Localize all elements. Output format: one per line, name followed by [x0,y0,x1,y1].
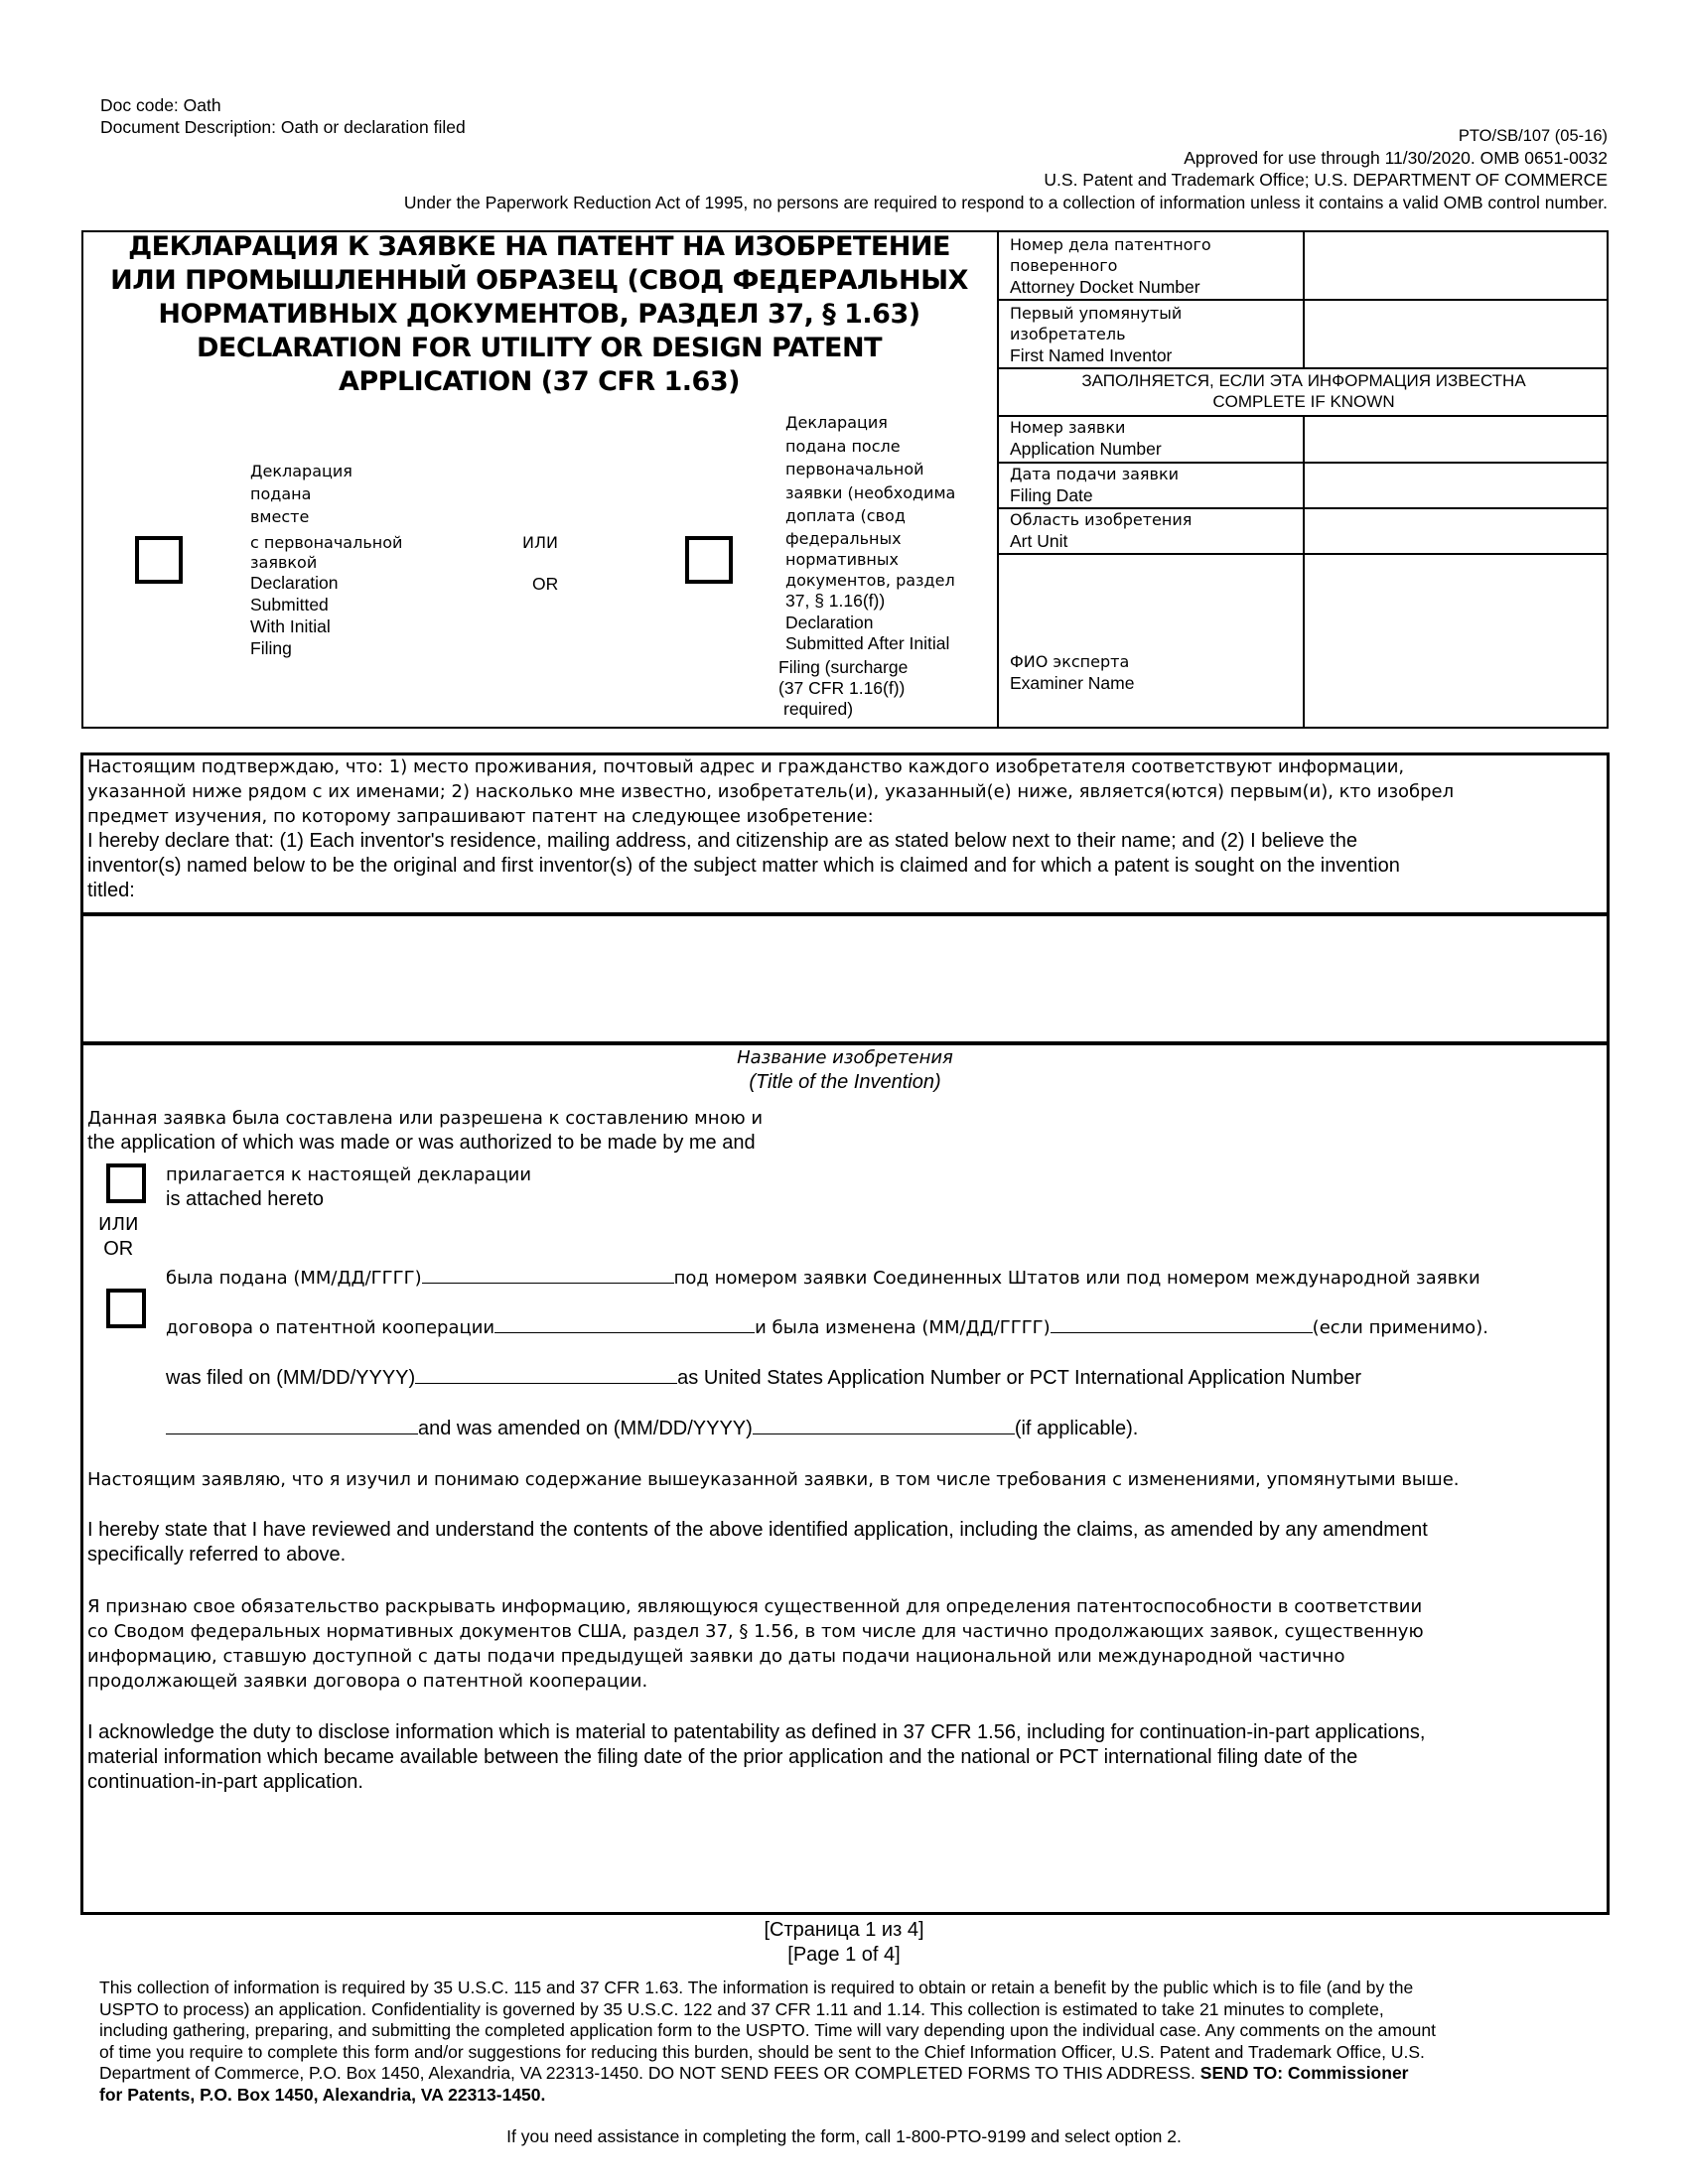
art-unit-input[interactable] [1305,509,1607,552]
doc-code: Doc code: Oath [100,95,221,115]
title-line-2: ИЛИ ПРОМЫШЛЕННЫЙ ОБРАЗЕЦ (СВОД ФЕДЕРАЛЬНЫХ [110,265,968,296]
checkbox-previously-filed[interactable] [106,1289,146,1328]
burden-statement: This collection of information is required by 35 U.S.C. 115 and 37 CFR 1.63. The information is required to obtain or retain a benefit by the public which is to file (and by the USPTO to process) an application. Confidentiality is governed by 35 U.S.C. 122 and 37 CFR 1.11 and 1.14. This collection is estimated to take 21 minutes to complete, including gathering, preparing, and submitting the completed application form to the USPTO. Time will vary depending upon the individual case. Any comments on the amount of time you require to complete this form and/or suggestions for reducing this burden, should be sent to the Chief Information Officer, U.S. Patent and Trademark Office, U.S. Department of Commerce, P.O. Box 1450, Alexandria, VA 22313-1450. DO NOT SEND FEES OR COMPLETED FORMS TO THIS ADDRESS. SEND TO: Commissioner for Patents, P.O. Box 1450, Alexandria, VA 22313-1450. [99,1978,1437,2105]
filing-date-label: Дата подачи заявки Filing Date [1010,465,1179,505]
checkbox-submitted-with-initial-filing[interactable] [135,536,183,584]
form-number: PTO/SB/107 (05-16) [1458,127,1608,145]
review-statement-en: I hereby state that I have reviewed and understand the contents of the above identified application, including the claims, as amended by any amendment specifically referred to above. [87,1519,1428,1566]
page-number: [Страница 1 из 4] [Page 1 of 4] [764,1919,924,1966]
form-title [83,230,995,399]
option-with-initial-filing: Декларация подана вместе с первоначальной заявкой Declaration Submitted With Initial Filing [250,462,403,658]
first-inventor-input[interactable] [1305,301,1607,366]
examiner-name-input[interactable] [1305,555,1607,727]
amended-date-ru-field[interactable] [1051,1314,1313,1333]
option-after-initial-filing: Декларация подана после первоначальной заявки (необходима доплата (свод федеральных нормативных документов, раздел 37, § 1.16(f)) Declaration Submitted After Initial [785,413,956,653]
application-number-input[interactable] [1305,417,1607,461]
first-inventor-label: Первый упомянутый изобретатель First Named Inventor [1010,304,1183,365]
art-unit-label: Область изобретения Art Unit [1010,510,1193,551]
option-after-surcharge: Filing (surcharge (37 CFR 1.16(f)) required) [778,657,909,719]
title-line-5: APPLICATION (37 CFR 1.63) [339,366,740,397]
pct-row-ru: договора о патентной кооперации и была изменена (ММ/ДД/ГГГГ) (если применимо). [166,1314,1488,1340]
filed-date-ru-field[interactable] [422,1265,674,1284]
amended-date-field[interactable] [753,1416,1015,1434]
doc-description: Document Description: Oath or declaration filed [100,117,466,137]
title-line-4: DECLARATION FOR UTILITY OR DESIGN PATENT [196,333,882,363]
application-intro: Данная заявка была составлена или разрешена к составлению мною и the application of which was made or was authorized to be made by me and [87,1108,764,1154]
filed-row-en: was filed on (MM/DD/YYYY) as United States Application Number or PCT International Application Number [166,1367,1362,1389]
review-statement-ru: Настоящим заявляю, что я изучил и понимаю содержание вышеуказанной заявки, в том числе требования с изменениями, упомянутыми выше. [87,1469,1460,1490]
pct-number-ru-field[interactable] [494,1314,755,1333]
or-label-en: OR [532,574,559,594]
agency-line: U.S. Patent and Trademark Office; U.S. DEPARTMENT OF COMMERCE [1044,170,1608,190]
invention-title-input[interactable] [83,916,1607,1041]
or-label-ru: ИЛИ [522,533,558,552]
assistance-line: If you need assistance in completing the form, call 1-800-PTO-9199 and select option 2. [506,2126,1182,2146]
invention-title-label: Название изобретения (Title of the Invention) [737,1047,953,1093]
title-line-3: НОРМАТИВНЫХ ДОКУМЕНТОВ, РАЗДЕЛ 37, § 1.63) [158,299,920,330]
amended-row-en: and was amended on (MM/DD/YYYY) (if applicable). [166,1416,1138,1440]
option-attached-hereto: прилагается к настоящей декларации is attached hereto [166,1164,532,1210]
filed-date-field[interactable] [415,1365,677,1384]
filing-date-input[interactable] [1305,464,1607,506]
attorney-docket-input[interactable] [1305,231,1607,298]
application-number-field[interactable] [166,1416,418,1434]
omb-approval: Approved for use through 11/30/2020. OMB 0651-0032 [1184,148,1608,168]
or-separator: ИЛИ OR [98,1214,139,1260]
duty-statement-ru: Я признаю свое обязательство раскрывать информацию, являющуюся существенной для определения патентоспособности в соответствии со Сводом федеральных нормативных документов США, раздел 37, § 1.56, в том числе для частично продолжающих заявок, существенную информацию, ставшую доступной с даты подачи предыдущей заявки до даты подачи национальной или международной частично продолжающей заявки договора о патентной кооперации. [87,1596,1424,1692]
complete-if-known: ЗАПОЛНЯЕТСЯ, ЕСЛИ ЭТА ИНФОРМАЦИЯ ИЗВЕСТНА COMPLETE IF KNOWN [1081,371,1526,411]
paperwork-notice: Under the Paperwork Reduction Act of 1995, no persons are required to respond to a collection of information unless it contains a valid OMB control number. [403,193,1608,212]
header-divider [997,230,999,729]
attorney-docket-label: Номер дела патентного поверенного Attorney Docket Number [1010,235,1211,297]
checkbox-attached-hereto[interactable] [106,1163,146,1203]
application-number-label: Номер заявки Application Number [1010,418,1162,459]
examiner-name-label: ФИО эксперта Examiner Name [1010,652,1135,693]
duty-statement-en: I acknowledge the duty to disclose information which is material to patentability as defined in 37 CFR 1.56, including for continuation-in-part applications, material information which became available between the filing date of the prior application and the national or PCT international filing date of the continuation-in-part application. [87,1721,1426,1793]
filed-row-ru: была подана (ММ/ДД/ГГГГ) под номером заявки Соединенных Штатов или под номером международной заявки [166,1265,1480,1291]
title-line-1: ДЕКЛАРАЦИЯ К ЗАЯВКЕ НА ПАТЕНТ НА ИЗОБРЕТЕНИЕ [128,231,950,262]
declaration-statement: Настоящим подтверждаю, что: 1) место проживания, почтовый адрес и гражданство каждого изобретателя соответствуют информации, указанной ниже рядом с их именами; 2) насколько мне известно, изобретатель(и), указанный(е) ниже, является(ются) первым(и), кто изобрел предмет изучения, по которому запрашивают патент на следующее изобретение: I hereby declare that: (1) Each inventor's residence, mailing address, and citizenship are as stated below next to their name; and (2) I believe the inventor(s) named below to be the original and first inventor(s) of the subject matter which is claimed and for which a patent is sought on the invention titled: [87,756,1455,901]
checkbox-submitted-after-initial-filing[interactable] [685,536,733,584]
